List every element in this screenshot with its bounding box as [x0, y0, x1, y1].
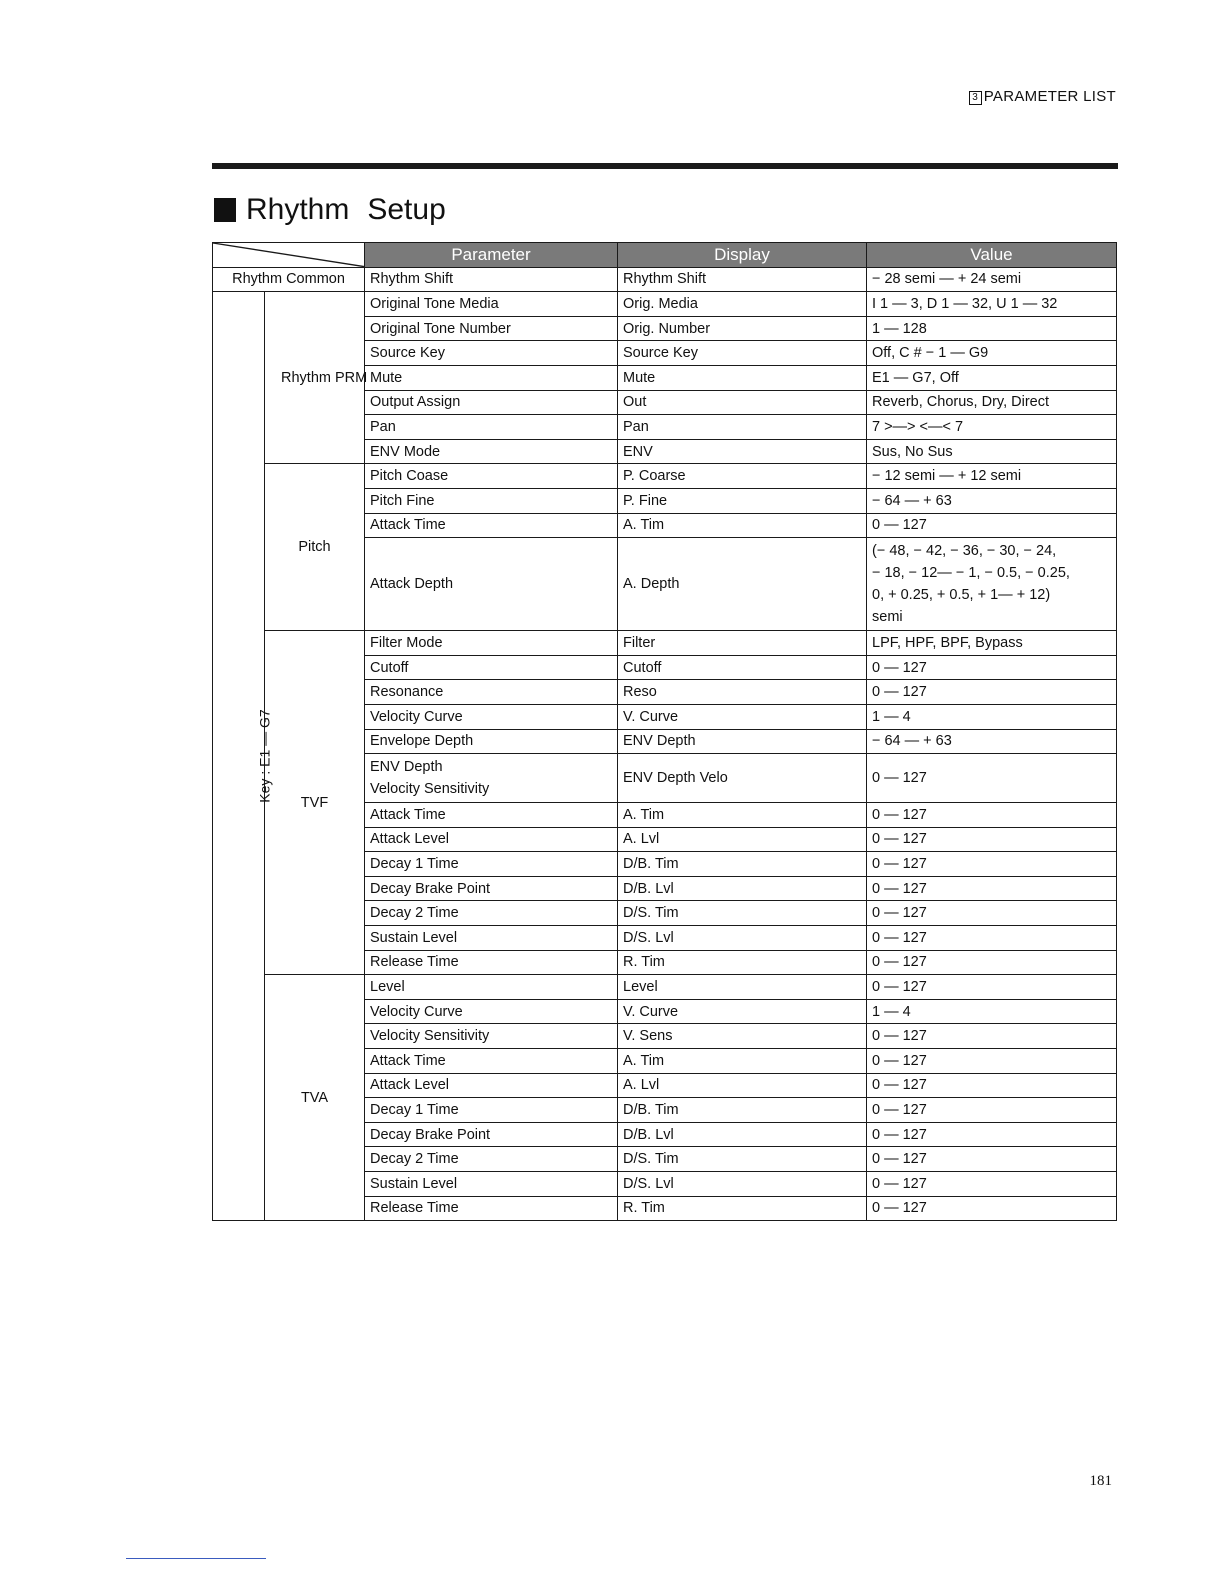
value-cell: − 12 semi — + 12 semi: [867, 464, 1117, 489]
param-cell: ENV Mode: [365, 439, 618, 464]
display-cell: P. Coarse: [618, 464, 867, 489]
value-cell: 0 — 127: [867, 754, 1117, 803]
value-cell: 0 — 127: [867, 827, 1117, 852]
display-cell: D/B. Lvl: [618, 1122, 867, 1147]
value-line: (− 48, − 42, − 36, − 30, − 24,: [872, 543, 1057, 560]
param-cell: Attack Level: [365, 1073, 618, 1098]
value-cell: 0 — 127: [867, 513, 1117, 538]
param-cell: Decay Brake Point: [365, 876, 618, 901]
display-cell: Level: [618, 975, 867, 1000]
title-word-2: Setup: [367, 193, 446, 226]
param-cell: Attack Time: [365, 803, 618, 828]
param-cell: Sustain Level: [365, 926, 618, 951]
param-cell: [365, 754, 618, 803]
key-range-label: Key : E1 — G7: [256, 709, 273, 803]
display-cell: R. Tim: [618, 950, 867, 975]
param-cell: Sustain Level: [365, 1172, 618, 1197]
display-cell: A. Tim: [618, 1049, 867, 1074]
value-cell: 7 >—> <—< 7: [867, 415, 1117, 440]
param-cell: Decay Brake Point: [365, 1122, 618, 1147]
value-line: 0, + 0.25, + 0.5, + 1— + 12): [872, 587, 1051, 604]
table-row: [213, 267, 1117, 292]
display-cell: Reso: [618, 680, 867, 705]
display-cell: D/S. Lvl: [618, 1172, 867, 1197]
param-line: ENV Depth: [370, 759, 443, 776]
value-cell: Off, C # − 1 — G9: [867, 341, 1117, 366]
value-cell: 0 — 127: [867, 1073, 1117, 1098]
value-cell: LPF, HPF, BPF, Bypass: [867, 631, 1117, 656]
value-cell: 0 — 127: [867, 975, 1117, 1000]
value-cell: 0 — 127: [867, 876, 1117, 901]
display-cell: D/B. Lvl: [618, 876, 867, 901]
display-cell: ENV Depth: [618, 729, 867, 754]
header-parameter: Parameter: [365, 243, 618, 268]
display-cell: D/S. Tim: [618, 901, 867, 926]
display-cell: D/S. Tim: [618, 1147, 867, 1172]
value-cell: 1 — 4: [867, 999, 1117, 1024]
page-title: [214, 193, 446, 227]
param-cell: Cutoff: [365, 655, 618, 680]
param-cell: Velocity Sensitivity: [365, 1024, 618, 1049]
title-word-1: Rhythm: [246, 193, 350, 226]
param-cell: Attack Depth: [365, 538, 618, 631]
param-cell: Pitch Fine: [365, 488, 618, 513]
page-number: 181: [1089, 1473, 1112, 1489]
value-cell: 1 — 4: [867, 704, 1117, 729]
param-cell: Decay 2 Time: [365, 1147, 618, 1172]
display-cell: A. Tim: [618, 803, 867, 828]
param-cell: Level: [365, 975, 618, 1000]
display-cell: Source Key: [618, 341, 867, 366]
param-line: Velocity Sensitivity: [370, 781, 490, 798]
header-value: Value: [867, 243, 1117, 268]
footer-line: [126, 1558, 266, 1559]
value-line: semi: [872, 609, 903, 626]
param-cell: Velocity Curve: [365, 999, 618, 1024]
value-cell: 0 — 127: [867, 901, 1117, 926]
value-cell: 0 — 127: [867, 1049, 1117, 1074]
display-cell: A. Lvl: [618, 1073, 867, 1098]
value-cell: [867, 538, 1117, 631]
table-row: [213, 631, 1117, 656]
param-cell: Decay 1 Time: [365, 1098, 618, 1123]
display-cell: V. Sens: [618, 1024, 867, 1049]
table-header-row: [213, 243, 1117, 268]
group-pitch: Pitch: [265, 464, 365, 631]
group-tva: TVA: [265, 975, 365, 1221]
param-cell: Envelope Depth: [365, 729, 618, 754]
value-cell: 0 — 127: [867, 1098, 1117, 1123]
display-cell: D/B. Tim: [618, 1098, 867, 1123]
param-cell: Mute: [365, 365, 618, 390]
value-cell: E1 — G7, Off: [867, 365, 1117, 390]
display-cell: Rhythm Shift: [618, 267, 867, 292]
param-cell: Rhythm Shift: [365, 267, 618, 292]
value-cell: 0 — 127: [867, 1196, 1117, 1221]
param-cell: Filter Mode: [365, 631, 618, 656]
group-tvf: TVF: [265, 631, 365, 975]
section-label: PARAMETER LIST: [983, 88, 1116, 105]
diagonal-line-icon: [213, 243, 364, 267]
display-cell: P. Fine: [618, 488, 867, 513]
value-cell: 0 — 127: [867, 1024, 1117, 1049]
value-cell: − 28 semi — + 24 semi: [867, 267, 1117, 292]
param-cell: Source Key: [365, 341, 618, 366]
table-row: [213, 464, 1117, 489]
value-cell: 0 — 127: [867, 1122, 1117, 1147]
value-cell: 0 — 127: [867, 1147, 1117, 1172]
parameter-table: [212, 242, 1117, 1221]
param-cell: Release Time: [365, 950, 618, 975]
display-cell: Pan: [618, 415, 867, 440]
param-cell: Attack Time: [365, 513, 618, 538]
display-cell: R. Tim: [618, 1196, 867, 1221]
header-display: Display: [618, 243, 867, 268]
display-cell: Orig. Media: [618, 292, 867, 317]
display-cell: Orig. Number: [618, 316, 867, 341]
param-cell: Pitch Coase: [365, 464, 618, 489]
value-cell: 0 — 127: [867, 803, 1117, 828]
rhythm-common-label: Rhythm Common: [213, 267, 365, 292]
value-cell: Reverb, Chorus, Dry, Direct: [867, 390, 1117, 415]
value-cell: − 64 — + 63: [867, 488, 1117, 513]
param-cell: Release Time: [365, 1196, 618, 1221]
value-cell: 0 — 127: [867, 680, 1117, 705]
param-cell: Original Tone Media: [365, 292, 618, 317]
table-body: [213, 267, 1117, 1221]
value-cell: 0 — 127: [867, 950, 1117, 975]
param-cell: Decay 1 Time: [365, 852, 618, 877]
display-cell: A. Tim: [618, 513, 867, 538]
display-cell: Cutoff: [618, 655, 867, 680]
display-cell: V. Curve: [618, 999, 867, 1024]
display-cell: ENV: [618, 439, 867, 464]
key-range-cell: [213, 292, 273, 1221]
value-cell: 0 — 127: [867, 926, 1117, 951]
display-cell: ENV Depth Velo: [618, 754, 867, 803]
display-cell: Out: [618, 390, 867, 415]
display-cell: Mute: [618, 365, 867, 390]
param-cell: Velocity Curve: [365, 704, 618, 729]
value-cell: 0 — 127: [867, 852, 1117, 877]
display-cell: A. Lvl: [618, 827, 867, 852]
value-cell: Sus, No Sus: [867, 439, 1117, 464]
header-rule: [212, 163, 1118, 169]
value-cell: 1 — 128: [867, 316, 1117, 341]
table-row: [213, 292, 1117, 317]
param-cell: Original Tone Number: [365, 316, 618, 341]
param-cell: Pan: [365, 415, 618, 440]
section-header: [969, 88, 1116, 105]
bullet-square-icon: [214, 198, 236, 222]
param-cell: Output Assign: [365, 390, 618, 415]
table-row: [213, 975, 1117, 1000]
value-line: − 18, − 12— − 1, − 0.5, − 0.25,: [872, 565, 1070, 582]
value-cell: 0 — 127: [867, 1172, 1117, 1197]
param-cell: Attack Level: [365, 827, 618, 852]
display-cell: A. Depth: [618, 538, 867, 631]
value-cell: − 64 — + 63: [867, 729, 1117, 754]
value-cell: 0 — 127: [867, 655, 1117, 680]
display-cell: D/S. Lvl: [618, 926, 867, 951]
param-cell: Resonance: [365, 680, 618, 705]
section-number: 3: [969, 91, 982, 105]
value-cell: I 1 — 3, D 1 — 32, U 1 — 32: [867, 292, 1117, 317]
display-cell: D/B. Tim: [618, 852, 867, 877]
diagonal-corner-cell: [213, 243, 365, 268]
group-rhythm-prm: Rhythm PRM: [265, 292, 365, 464]
display-cell: V. Curve: [618, 704, 867, 729]
display-cell: Filter: [618, 631, 867, 656]
param-cell: Attack Time: [365, 1049, 618, 1074]
param-cell: Decay 2 Time: [365, 901, 618, 926]
